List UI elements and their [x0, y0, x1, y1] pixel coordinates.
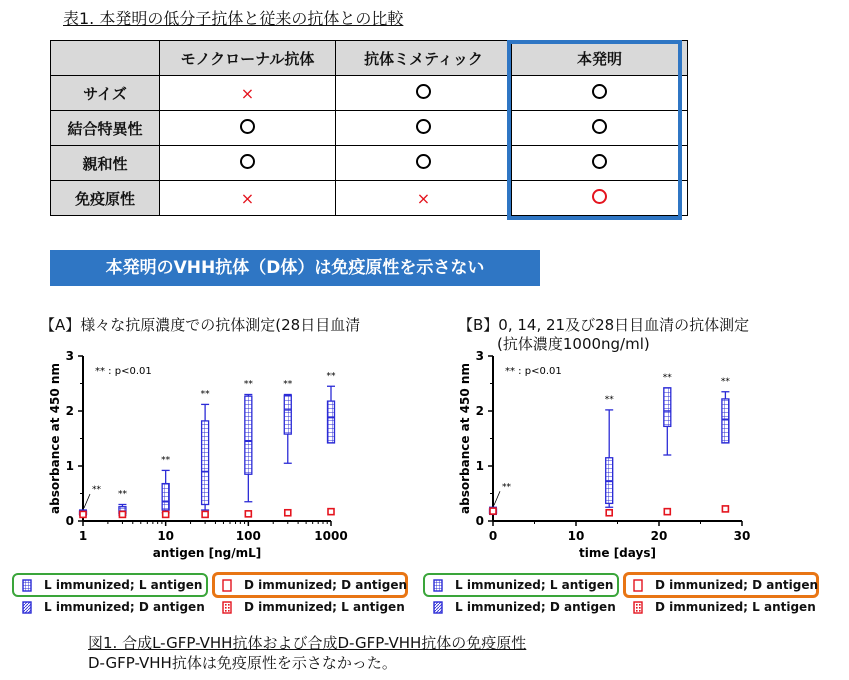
column-header-monoclonal: モノクローナル抗体 — [160, 41, 336, 76]
row-header-size: サイズ — [51, 76, 160, 111]
legend-swatch — [22, 601, 32, 614]
table-cell — [336, 111, 512, 146]
table-cell — [160, 111, 336, 146]
legend-swatch — [222, 601, 232, 614]
legend-item — [633, 578, 818, 592]
legend-label: L immunized; D antigen — [455, 600, 616, 614]
y-tick-label: 3 — [65, 349, 74, 363]
y-axis-label: absorbance at 450 nm — [48, 363, 62, 514]
legend-label: L immunized; D antigen — [44, 600, 205, 614]
legend-item — [633, 600, 816, 614]
legend-item — [22, 578, 202, 592]
box-l-immunized-l-antigen — [202, 421, 209, 505]
row-header-affinity: 親和性 — [51, 146, 160, 181]
box-d-immunized-d-antigen — [245, 511, 251, 517]
y-tick-label: 0 — [475, 514, 484, 528]
x-tick-label: 0 — [488, 529, 498, 543]
x-tick-label: 10 — [157, 529, 175, 543]
y-tick-label: 3 — [475, 349, 484, 363]
panel-b-subtitle: (抗体濃度1000ng/ml) — [497, 335, 650, 353]
box-l-immunized-l-antigen — [162, 484, 169, 510]
box-d-immunized-d-antigen — [606, 510, 612, 516]
circle-mark — [416, 119, 431, 134]
x-tick-label: 1000 — [314, 529, 348, 543]
x-axis-label: antigen [ng/mL] — [152, 546, 262, 560]
table-cell — [160, 76, 336, 111]
legend-label: D immunized; D antigen — [244, 578, 408, 592]
legend-label: D immunized; L antigen — [244, 600, 405, 614]
table-cell — [160, 181, 336, 216]
significance-mark: ** — [326, 371, 336, 382]
significance-mark: ** — [502, 482, 511, 493]
box-d-immunized-d-antigen — [119, 511, 125, 517]
box-d-immunized-d-antigen — [722, 506, 728, 512]
table-cell — [336, 181, 512, 216]
legend-label: L immunized; L antigen — [44, 578, 203, 592]
y-tick-label: 0 — [65, 514, 74, 528]
y-tick-label: 2 — [475, 404, 484, 418]
legend-item — [433, 600, 616, 614]
box-l-immunized-l-antigen — [664, 388, 671, 427]
p-value-note: ** : p<0.01 — [505, 366, 562, 377]
legend-swatch — [22, 579, 32, 592]
x-axis-label: time [days] — [579, 546, 656, 560]
box-d-immunized-d-antigen — [202, 511, 208, 517]
table-cell — [336, 76, 512, 111]
figure-subcaption: D-GFP-VHH抗体は免疫原性を示さなかった。 — [88, 654, 397, 672]
legend-label: L immunized; L antigen — [455, 578, 614, 592]
circle-mark — [416, 154, 431, 169]
legend-swatch — [633, 601, 643, 614]
table-cell — [160, 146, 336, 181]
box-d-immunized-d-antigen — [490, 508, 496, 514]
x-tick-label: 30 — [733, 529, 751, 543]
y-tick-label: 1 — [65, 459, 74, 473]
significance-mark: ** — [92, 485, 101, 495]
significance-mark: ** — [283, 379, 293, 390]
conclusion-banner: 本発明のVHH抗体（D体）は免疫原性を示さない — [50, 250, 540, 286]
significance-mark: ** — [117, 489, 127, 500]
x-tick-label: 1 — [78, 529, 88, 543]
box-d-immunized-d-antigen — [80, 511, 86, 517]
cross-mark: × — [240, 83, 255, 103]
invention-highlight-box — [507, 40, 682, 220]
significance-mark: ** — [720, 376, 730, 387]
legend-swatch — [633, 579, 643, 592]
significance-mark: ** — [200, 389, 210, 400]
y-tick-label: 2 — [65, 404, 74, 418]
cross-mark: × — [240, 188, 255, 208]
legend-swatch — [433, 579, 443, 592]
significance-mark: ** — [604, 394, 614, 405]
significance-pointer — [84, 494, 90, 508]
panel-b-title: 【B】0, 14, 21及び28日目血清の抗体測定 — [458, 316, 750, 334]
box-l-immunized-l-antigen — [328, 401, 335, 443]
significance-pointer — [494, 491, 500, 505]
circle-mark — [240, 119, 255, 134]
p-value-note: ** : p<0.01 — [95, 366, 152, 377]
figure-caption: 図1. 合成L-GFP-VHH抗体および合成D-GFP-VHH抗体の免疫原性 — [88, 634, 527, 652]
legend-swatch — [433, 601, 443, 614]
legend-label: D immunized; D antigen — [655, 578, 819, 592]
legend-swatch — [222, 579, 232, 592]
legend-label: D immunized; L antigen — [655, 600, 816, 614]
box-l-immunized-l-antigen — [245, 396, 252, 474]
legend-item — [222, 578, 407, 592]
row-header-immunogenicity: 免疫原性 — [51, 181, 160, 216]
box-d-immunized-d-antigen — [285, 510, 291, 516]
cross-mark: × — [416, 188, 431, 208]
box-l-immunized-l-antigen — [722, 399, 729, 443]
row-header-specificity: 結合特異性 — [51, 111, 160, 146]
column-header-invention: 本発明 — [512, 41, 688, 76]
significance-mark: ** — [662, 372, 672, 383]
table-cell — [336, 146, 512, 181]
circle-mark — [416, 84, 431, 99]
table-corner-cell — [51, 41, 160, 76]
legend-item — [433, 578, 613, 592]
box-l-immunized-l-antigen — [606, 458, 613, 504]
chart-a — [0, 340, 420, 565]
x-tick-label: 20 — [650, 529, 668, 543]
x-tick-label: 100 — [235, 529, 261, 543]
chart-b — [420, 340, 849, 565]
panel-a-title: 【A】様々な抗原濃度での抗体測定(28日目血清 — [40, 316, 361, 334]
significance-mark: ** — [161, 455, 171, 466]
column-header-mimetic: 抗体ミメティック — [336, 41, 512, 76]
y-axis-label: absorbance at 450 nm — [458, 363, 472, 514]
significance-mark: ** — [243, 379, 253, 390]
y-tick-label: 1 — [475, 459, 484, 473]
box-l-immunized-l-antigen — [284, 396, 291, 435]
table-caption: 表1. 本発明の低分子抗体と従来の抗体との比較 — [63, 9, 404, 28]
box-d-immunized-d-antigen — [328, 509, 334, 515]
legend-item — [22, 600, 205, 614]
legend-item — [222, 600, 405, 614]
x-tick-label: 10 — [567, 529, 585, 543]
box-d-immunized-d-antigen — [664, 509, 670, 515]
circle-mark — [240, 154, 255, 169]
box-d-immunized-d-antigen — [163, 511, 169, 517]
